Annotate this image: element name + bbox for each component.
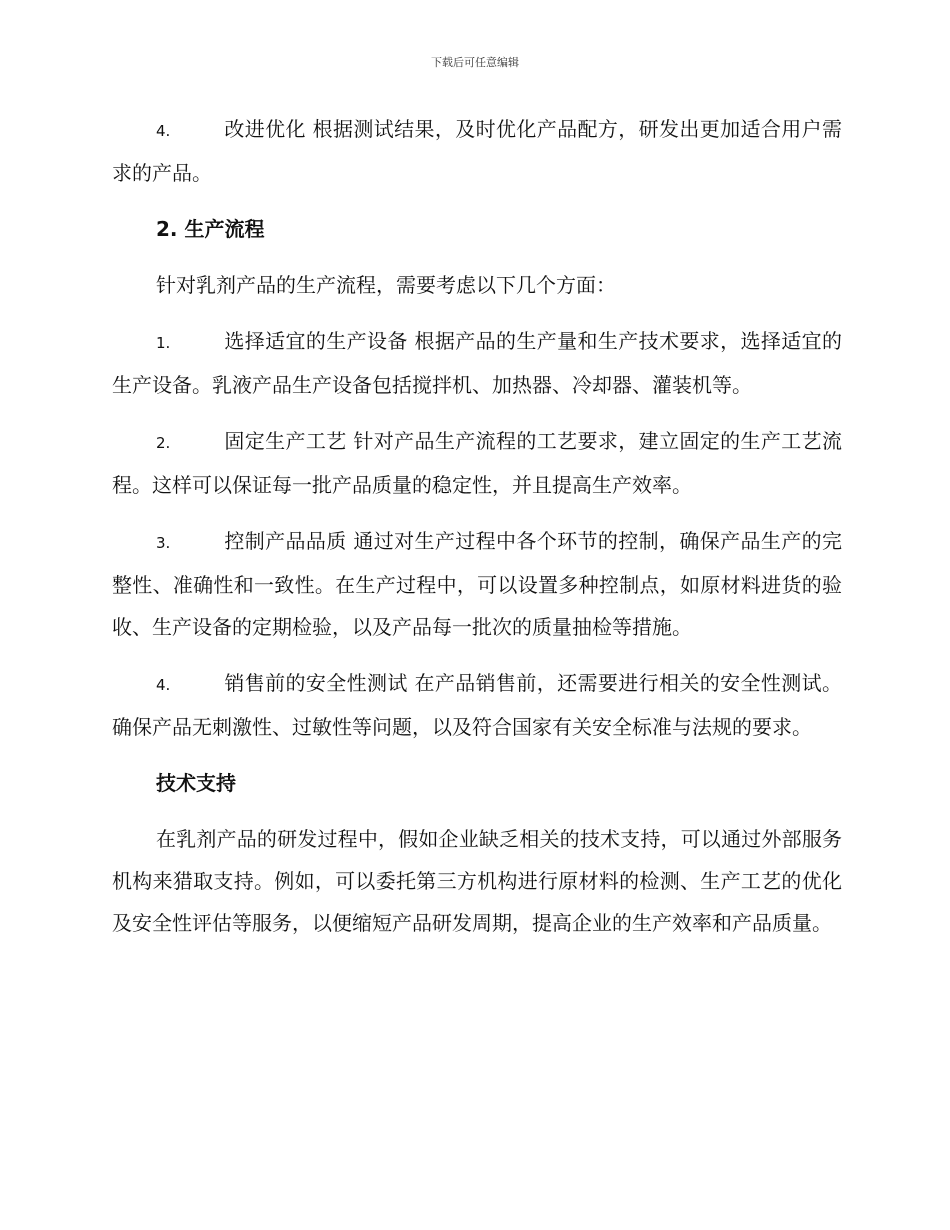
list-number: 2. <box>156 434 171 452</box>
list-item-quality <box>112 520 842 648</box>
list-number: 4. <box>156 122 171 140</box>
paragraph-production-intro: 针对乳剂产品的生产流程，需要考虑以下几个方面： <box>156 273 616 297</box>
list-text: 固定生产工艺 针对产品生产流程的工艺要求，建立固定的生产工艺流程。这样可以保证每一批产品质量的稳定性，并且提高生产效率。 <box>112 429 842 497</box>
list-text: 选择适宜的生产设备 根据产品的生产量和生产技术要求，选择适宜的生产设备。乳液产品生产设备包括搅拌机、加热器、冷却器、灌装机等。 <box>112 329 842 397</box>
section-heading-production: 2. 生产流程 <box>156 217 265 241</box>
list-number: 3. <box>156 534 171 552</box>
list-text: 控制产品品质 通过对生产过程中各个环节的控制，确保产品生产的完整性、准确性和一致性。在生产过程中，可以设置多种控制点，如原材料进货的验收、生产设备的定期检验，以及产品每一批次的质量抽检等措施。 <box>112 529 842 639</box>
list-number: 4. <box>156 676 171 694</box>
section-heading-support: 技术支持 <box>156 771 236 795</box>
document-body <box>112 108 842 958</box>
list-item-improve <box>112 108 842 194</box>
list-text: 改进优化 根据测试结果，及时优化产品配方，研发出更加适合用户需求的产品。 <box>112 117 842 185</box>
list-item-process <box>112 420 842 506</box>
list-number: 1. <box>156 334 171 352</box>
list-item-equipment <box>112 320 842 406</box>
list-item-safety <box>112 662 842 748</box>
paragraph-support: 在乳剂产品的研发过程中，假如企业缺乏相关的技术支持，可以通过外部服务机构来猎取支持。例如，可以委托第三方机构进行原材料的检测、生产工艺的优化及安全性评估等服务，以便缩短产品研发周期，提高企业的生产效率和产品质量。 <box>112 827 842 935</box>
page-header: 下载后可任意编辑 <box>431 56 519 69</box>
list-text: 销售前的安全性测试 在产品销售前，还需要进行相关的安全性测试。确保产品无刺激性、过敏性等问题，以及符合国家有关安全标准与法规的要求。 <box>112 671 842 739</box>
